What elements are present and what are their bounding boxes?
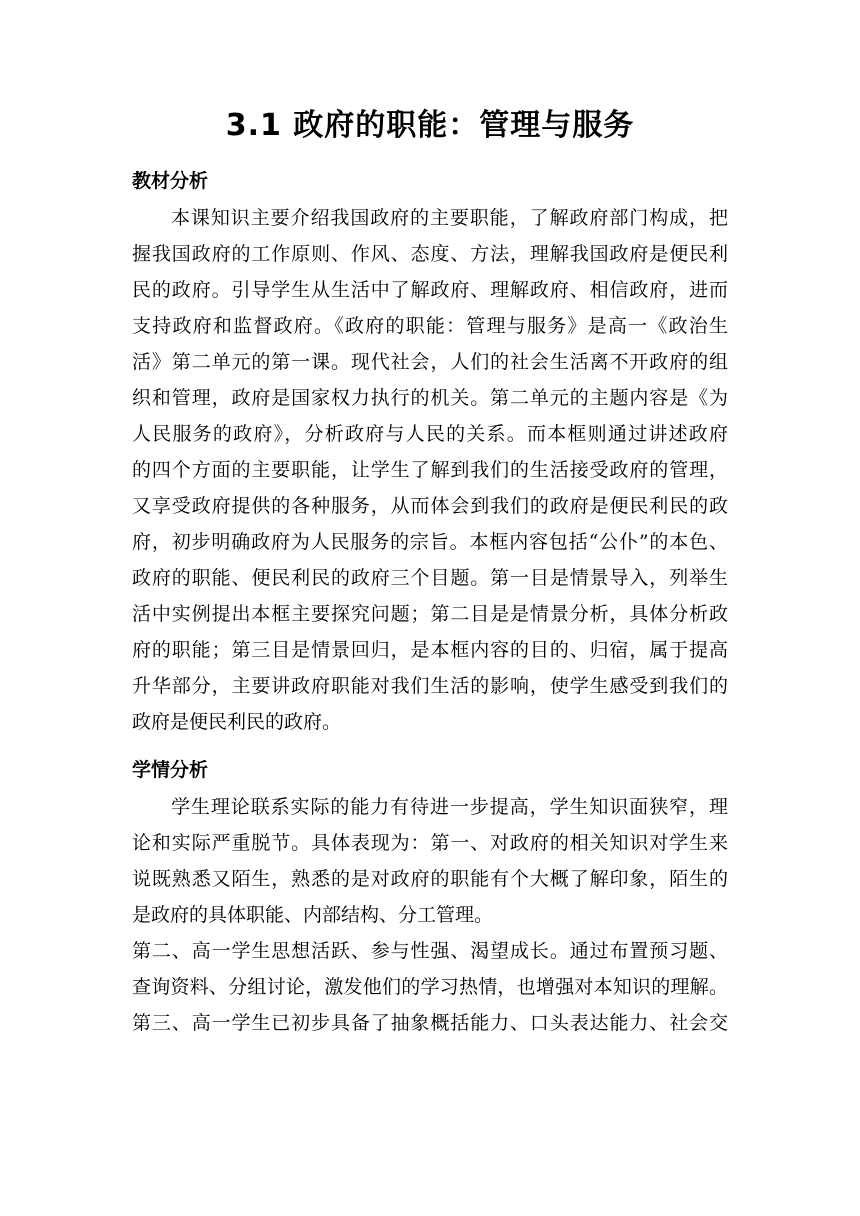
- paragraph-line: 政府是便民利民的政府。: [132, 711, 342, 733]
- document-title: 3.1 政府的职能：管理与服务: [225, 108, 635, 143]
- paragraph-line: 府，初步明确政府为人民服务的宗旨。本框内容包括“公仆”的本色、: [132, 531, 728, 553]
- paragraph-line: 论和实际严重脱节。具体表现为：第一、对政府的相关知识对学生来: [132, 832, 728, 854]
- paragraph-line: 民的政府。引导学生从生活中了解政府、理解政府、相信政府，进而: [132, 279, 728, 301]
- paragraph-line: 说既熟悉又陌生，熟悉的是对政府的职能有个大概了解印象，陌生的: [132, 868, 728, 890]
- section-heading-student-analysis: 学情分析: [132, 759, 209, 781]
- paragraph-line: 升华部分，主要讲政府职能对我们生活的影响，使学生感受到我们的: [132, 675, 728, 697]
- paragraph-line: 本课知识主要介绍我国政府的主要职能，了解政府部门构成，把: [171, 207, 728, 229]
- paragraph-line: 第二、高一学生思想活跃、参与性强、渴望成长。通过布置预习题、: [132, 940, 728, 962]
- paragraph-line: 握我国政府的工作原则、作风、态度、方法，理解我国政府是便民利: [132, 243, 728, 265]
- paragraph-line: 织和管理，政府是国家权力执行的机关。第二单元的主题内容是《为: [132, 387, 728, 409]
- paragraph-line: 查询资料、分组讨论，激发他们的学习热情，也增强对本知识的理解。: [132, 976, 728, 998]
- paragraph-line: 是政府的具体职能、内部结构、分工管理。: [132, 904, 494, 926]
- paragraph-line: 又享受政府提供的各种服务，从而体会到我们的政府是便民利民的政: [132, 495, 728, 517]
- section-heading-textbook-analysis: 教材分析: [132, 170, 209, 192]
- paragraph-line: 活中实例提出本框主要探究问题；第二目是是情景分析，具体分析政: [132, 603, 728, 625]
- paragraph-line: 政府的职能、便民利民的政府三个目题。第一目是情景导入，列举生: [132, 567, 728, 589]
- paragraph-line: 学生理论联系实际的能力有待进一步提高，学生知识面狭窄，理: [171, 796, 728, 818]
- paragraph-line: 支持政府和监督政府。《政府的职能：管理与服务》是高一《政治生: [132, 315, 728, 337]
- paragraph-line: 的四个方面的主要职能，让学生了解到我们的生活接受政府的管理，: [132, 459, 728, 481]
- paragraph-line: 府的职能；第三目是情景回归，是本框内容的目的、归宿，属于提高: [132, 639, 728, 661]
- paragraph-line: 第三、高一学生已初步具备了抽象概括能力、口头表达能力、社会交: [132, 1012, 728, 1034]
- paragraph-line: 活》第二单元的第一课。现代社会，人们的社会生活离不开政府的组: [132, 351, 728, 373]
- paragraph-line: 人民服务的政府》，分析政府与人民的关系。而本框则通过讲述政府: [132, 423, 728, 445]
